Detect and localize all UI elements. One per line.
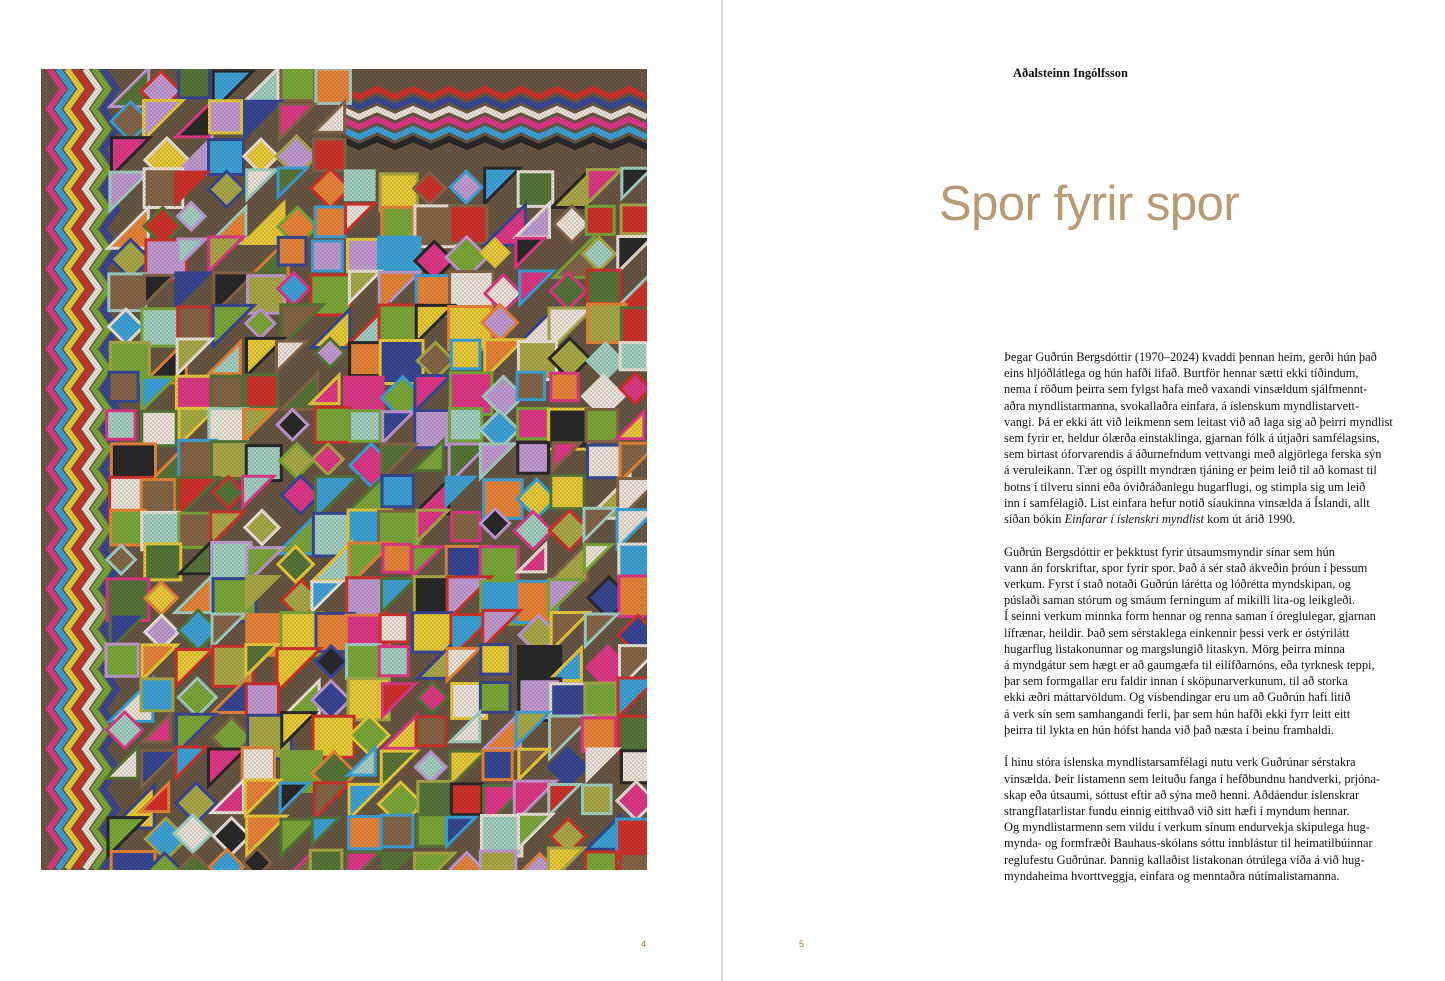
article-title: Spor fyrir spor bbox=[939, 177, 1240, 231]
text-line: ekki æðri máttarvöldum. Og vísbendingar eru um að Guðrún hafi litið bbox=[1004, 690, 1351, 705]
text-line: eins hljóðlátlega og hún hafði lifað. Burtför hennar sætti ekki tíðindum, bbox=[1004, 366, 1359, 381]
text-line: Og myndlistarmenn sem vildu í verkum sínum endurvekja skipulega hug- bbox=[1004, 820, 1370, 835]
text-line: vann án forskriftar, spor fyrir spor. Það á sér stað ákveðin þróun í þessum bbox=[1004, 560, 1368, 575]
text-line: þar sem formgallar eru faldir innan í sköpunarverkunum, til að storka bbox=[1004, 674, 1348, 689]
text-line: þeirra til lykta en hún hófst handa við það næsta í beinu framhaldi. bbox=[1004, 722, 1334, 737]
embroidery-artwork-image bbox=[41, 69, 647, 870]
text-line: púslaði saman stórum og smáum ferningum af mikilli lita-og leikgleði. bbox=[1004, 593, 1356, 608]
book-title-italic: Einfarar í íslenskri myndlist bbox=[1064, 512, 1204, 527]
text-line: lífrænar, heildir. Það sem sérstaklega einkennir þessi verk er óstýrilátt bbox=[1004, 625, 1350, 640]
text-line: reglufestu Guðrúnar. Þannig kallaðist listakonan ótrúlega víða á við hug- bbox=[1004, 852, 1365, 867]
text-line: inn í samfélagið. List einfara hefur notið síaukinna vinsælda á Íslandi, allt bbox=[1004, 495, 1370, 510]
text-line: vangi. Þá er ekki átt við leikmenn sem leitast við að laga sig að þeirri myndlist bbox=[1004, 414, 1393, 429]
text-line: á verk sín sem samhangandi ferli, þar sem hún hafði ekki fyrr leitt eitt bbox=[1004, 706, 1351, 721]
right-page bbox=[723, 0, 1445, 981]
text-line: mynda- og formfræði Bauhaus-skólans sóttu innblástur til heimatilbúinnar bbox=[1004, 836, 1373, 851]
cross-stitch-embroidery-image bbox=[41, 69, 647, 870]
text-line: botns í tilveru sinni eða óviðráðanlegu hugarflugi, og stimpla sig um leið bbox=[1004, 479, 1366, 494]
paragraph-2 bbox=[1004, 544, 1414, 738]
text-line: á veruleikann. Tær og óspillt myndræn tjáning er þeim leið til að komast til bbox=[1004, 463, 1377, 478]
article-body bbox=[1004, 349, 1414, 900]
text-fragment: kom út árið 1990. bbox=[1207, 512, 1296, 527]
text-line: nema í röðum þeirra sem fylgst hafa með vaxandi vinsældum sjálfmennt- bbox=[1004, 382, 1368, 397]
paragraph-1 bbox=[1004, 349, 1414, 527]
page-number-left: 4 bbox=[641, 939, 647, 949]
text-line: aðra myndlistarmanna, svokallaðra einfara, á íslenskum myndlistarvett- bbox=[1004, 398, 1360, 413]
text-line: Í seinni verkum minnka form hennar og renna saman í óreglulegar, gjarnan bbox=[1004, 609, 1376, 624]
text-line: verkum. Fyrst í stað notaði Guðrún lárétta og lóðrétta myndskipan, og bbox=[1004, 577, 1351, 592]
paragraph-3 bbox=[1004, 754, 1414, 884]
text-line: skap eða útsaumi, sóttust eftir að sýna með henni. Aðdáendur íslenskrar bbox=[1004, 787, 1360, 802]
text-fragment: síðan bókin bbox=[1004, 512, 1065, 527]
page-number-right: 5 bbox=[799, 939, 805, 949]
text-line: á myndgátur sem hægt er að gaumgæfa til eilífðarnóns, eða tyrknesk teppi, bbox=[1004, 658, 1375, 673]
text-line: Þegar Guðrún Bergsdóttir (1970–2024) kvaddi þennan heim, gerði hún það bbox=[1004, 350, 1377, 364]
text-line: sem fyrir er, heldur ólærða einstaklinga, gjarnan fólk á útjaðri samfélagsins, bbox=[1004, 431, 1380, 446]
text-line: vinsælda. Þeir listamenn sem leituðu fanga í hefðbundnu handverki, prjóna- bbox=[1004, 771, 1381, 786]
text-line: hugarflug listakonunnar og margslungið litaskyn. Mörg þeirra minna bbox=[1004, 641, 1345, 656]
article-author: Aðalsteinn Ingólfsson bbox=[1013, 66, 1128, 80]
text-line-with-book-title bbox=[1004, 511, 1414, 527]
text-line: Í hinu stóra íslenska myndlistarsamfélagi nutu verk Guðrúnar sérstakra bbox=[1004, 755, 1356, 770]
text-line: myndaheima hvorttveggja, einfara og menntaðra nútímalistamanna. bbox=[1004, 868, 1340, 883]
left-page bbox=[0, 0, 722, 981]
text-line: strangflatarlistar fundu einnig eitthvað við sitt hæfi í myndum hennar. bbox=[1004, 804, 1350, 819]
text-line: sem birtast óforvarendis á áðurnefndum vettvangi með algjörlega ferska sýn bbox=[1004, 447, 1382, 462]
text-line: Guðrún Bergsdóttir er þekktust fyrir útsaumsmyndir sínar sem hún bbox=[1004, 544, 1335, 559]
